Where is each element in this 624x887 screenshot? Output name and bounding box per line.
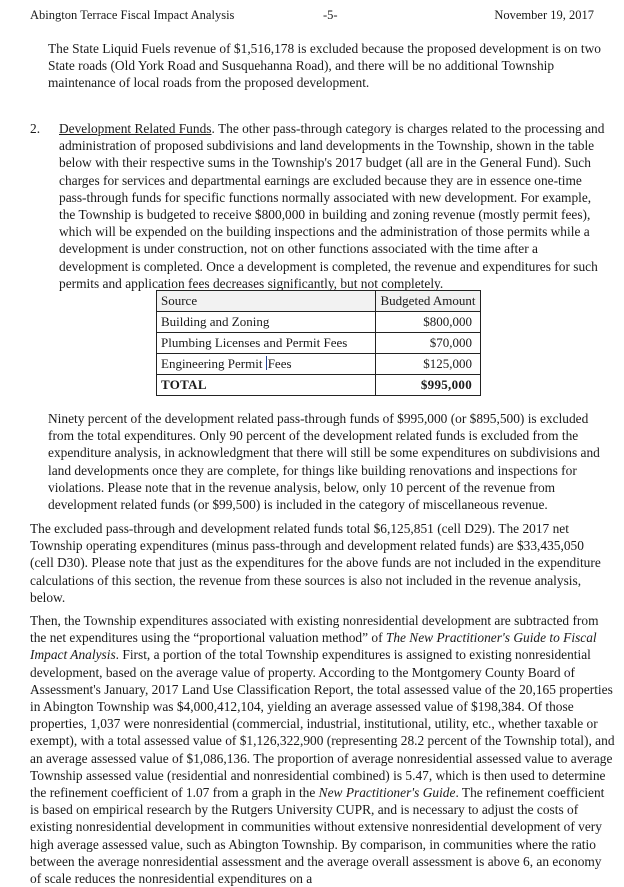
cell-total-amount: $995,000 [376, 375, 481, 396]
page-header [30, 8, 594, 24]
book-title-short: New Practitioner's Guide [318, 785, 456, 801]
text-cursor [266, 356, 267, 370]
table-row [157, 354, 481, 375]
table-header-row [157, 291, 481, 312]
list-item-body: The other pass-through category is charges related to the processing and administration of proposed subdivisions and land developments in the Township, shown in the table below with their respective sums in the Township's 2017 budget (all are in the General Fund). Such charges for services and departmental earnings are excluded because they are in essence one-time pass-through funds for specific functions normally associated with new development. For example, the Township is budgeted to receive $800,000 in building and zoning revenue (mostly permit fees), which will be expended on the building inspections and the administration of those permits while a development is under construction, not on other functions associated with the time after a development is completed. Once a development is completed, the revenue and expenditures for such permits and application fees decreases significantly, but not completely. [59, 121, 605, 291]
document-date: November 19, 2017 [494, 8, 594, 22]
section-heading: Development Related Funds [59, 121, 212, 136]
paragraph-liquid-fuels: The State Liquid Fuels revenue of $1,516,178 is excluded because the proposed development is on two State roads (Old York Road and Susquehanna Road), and there will be no additional Township maintenance of local roads from the proposed development. [48, 41, 601, 91]
table-total-row [157, 375, 481, 396]
page-number: -5- [323, 8, 338, 22]
paragraph-proportional-valuation: Then, the Township expenditures associated with existing nonresidential development are subtracted from the net expenditures using the “proportional valuation method” of The New Practitioner's Guide to Fiscal Impact Analysis. First, a portion of the total Township expenditures is assigned to existing nonresidential development, based on the average value of property. According to the Montgomery County Board of Assessment's January, 2017 Land Use Classification Report, the total assessed value of the 20,165 properties in Abington Township was $4,000,412,104, yielding an average assessed value of $198,384. Of those properties, 1,037 were nonresidential (commercial, industrial, institutional, utility, etc., whether taxable or exempt), with a total assessed value of $1,126,322,900 (representing 28.2 percent of the Township total), and an average assessed value of $1,086,136. The proportion of average nonresidential assessed value to average Township assessed value (residential and nonresidential combined) is 5.47, which is then used to determine the refinement coefficient of 1.07 from a graph in the New Practitioner's Guide. The refinement coefficient is based on empirical research by the Rutgers University CUPR, and is necessary to adjust the costs of existing nonresidential development in communities without extensive nonresidential development of very high average assessed value, such as Abington Township. By comparison, in communities where the ratio between the average nonresidential assessment and the average overall assessment is above 6, an economy of scale reduces the nonresidential expenditures on a [30, 613, 615, 887]
cell-source: Plumbing Licenses and Permit Fees [157, 333, 376, 354]
list-item-text: Development Related Funds. The other pass-through category is charges related to the processing and administration of proposed subdivisions and land developments in the Township, shown in the table below with their respective sums in the Township's 2017 budget (all are in the General Fund). Such charges for services and departmental earnings are excluded because they are in essence one-time pass-through funds for specific functions normally associated with new development. For example, the Township is budgeted to receive $800,000 in building and zoning revenue (mostly permit fees), which will be expended on the building inspections and the administration of those permits while a development is under construction, not on other functions associated with the time after a development is completed. Once a development is completed, the revenue and expenditures for such permits and application fees decreases significantly, but not completely. [59, 121, 605, 291]
cell-source[interactable]: Engineering Permit Fees [157, 354, 376, 375]
cell-amount: $70,000 [376, 333, 481, 354]
table-row [157, 312, 481, 333]
book-title: The New Practitioner's Guide to Fiscal Impact Analysis [30, 630, 597, 663]
paragraph-excluded-funds: The excluded pass-through and development related funds total $6,125,851 (cell D29). The 2017 net Township operating expenditures (minus pass-through and development related funds) are $33,435,050 (cell D30). Please note that just as the expenditures for the above funds are not included in the expenditure calculations of this section, the revenue from these sources is also not included in the revenue analysis, below. [30, 521, 601, 605]
table-row [157, 333, 481, 354]
list-number: 2. [30, 121, 41, 136]
cell-amount: $800,000 [376, 312, 481, 333]
document-title: Abington Terrace Fiscal Impact Analysis [30, 8, 235, 22]
header-source: Source [157, 291, 376, 312]
development-funds-table [156, 290, 481, 396]
header-budgeted-amount: Budgeted Amount [376, 291, 481, 312]
cell-amount: $125,000 [376, 354, 481, 375]
paragraph-ninety-percent: Ninety percent of the development related pass-through funds of $995,000 (or $895,500) is excluded from the total expenditures. Only 90 percent of the development related funds is excluded from the expenditure analysis, in acknowledgment that there will still be some expenditures on subdivisions and land developments once they are complete, for things like building renovations and inspections for violations. Please note that in the revenue analysis, below, only 10 percent of the revenue from development related funds (or $99,500) is included in the category of miscellaneous revenue. [48, 411, 600, 513]
cell-source: Building and Zoning [157, 312, 376, 333]
cell-total-label: TOTAL [157, 375, 376, 396]
